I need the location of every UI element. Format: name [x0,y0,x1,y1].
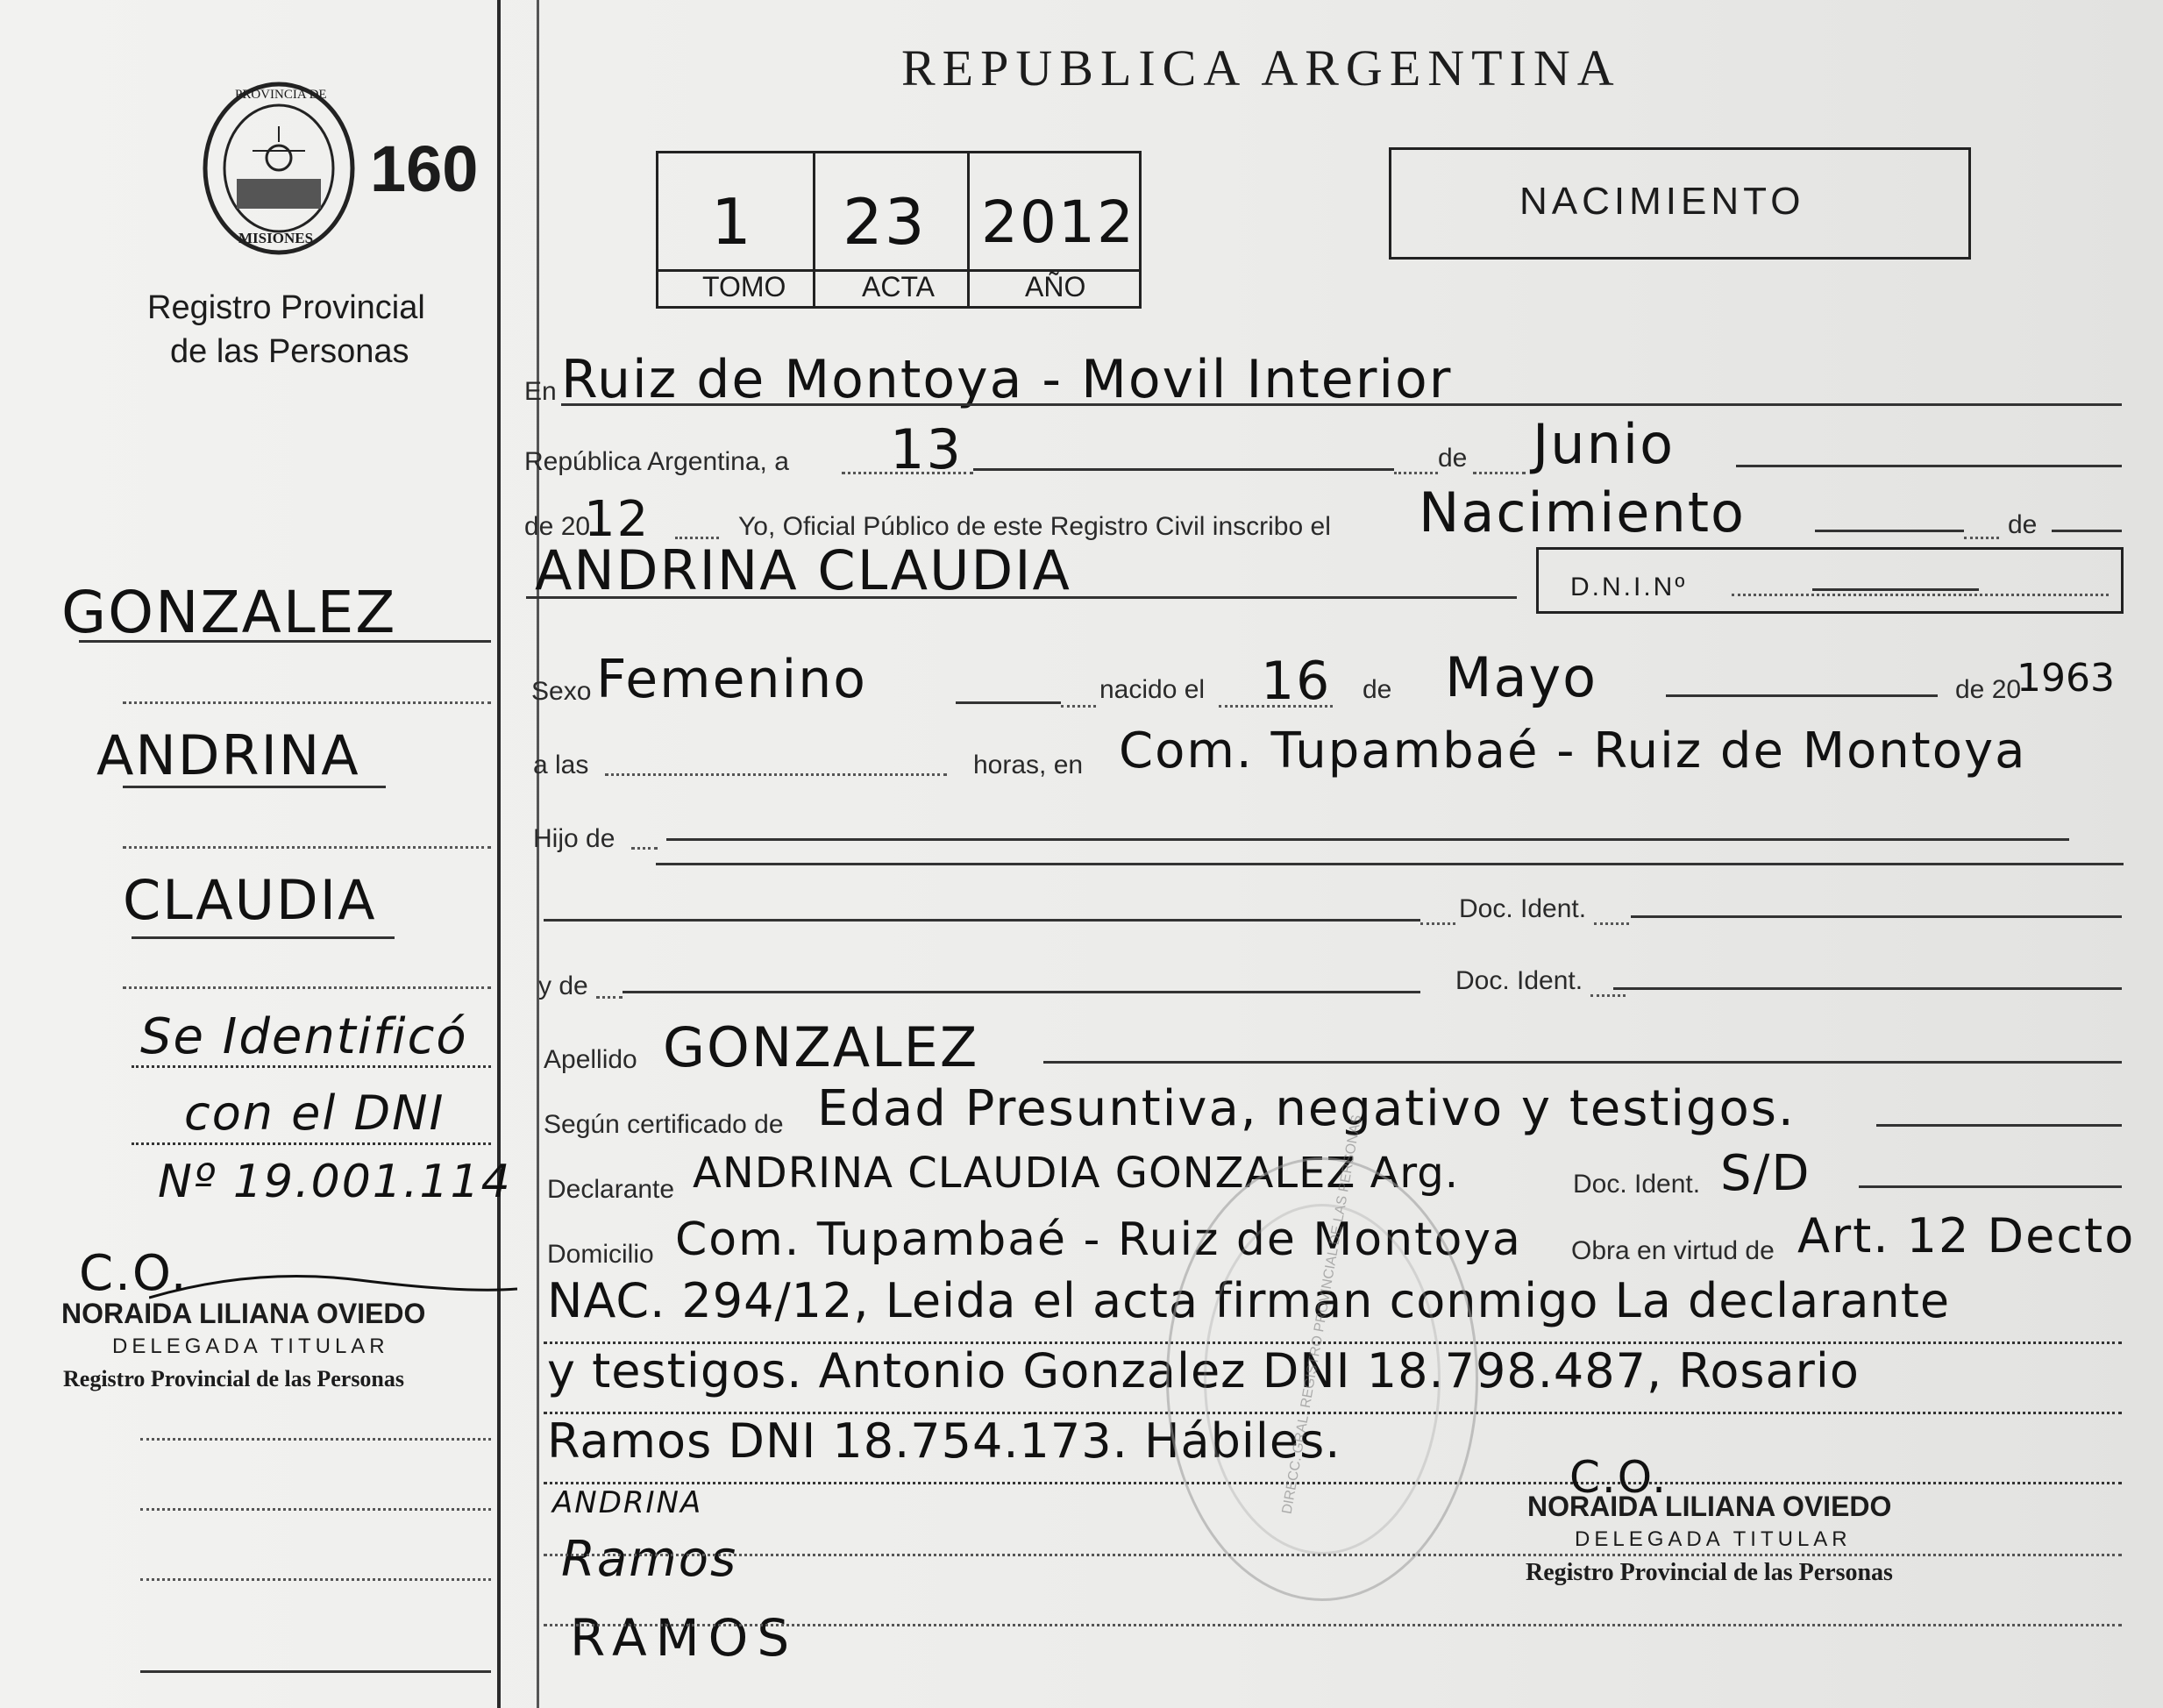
parent1-dots [1420,922,1455,925]
signature-rule-2 [544,1624,2122,1626]
acta-value: 23 [843,185,927,259]
acta-label: ACTA [862,271,935,302]
sexo-rule [956,701,1061,704]
record-number-box [656,151,1142,309]
signature-ramos-cursive: Ramos [561,1531,738,1588]
sidebar-officer-initials: C.O. [79,1245,189,1302]
sidebar-note-line1: Se Identificó [140,1008,468,1065]
emblem-text-bottom: MISIONES [238,230,314,246]
page-number: 160 [370,132,479,205]
birth-month-rule [1666,694,1938,697]
domicilio-value: Com. Tupambaé - Ruiz de Montoya [675,1213,1522,1266]
month-dots [1473,472,1526,474]
obra-value: Art. 12 Decto [1797,1208,2136,1263]
en-label: En [524,377,557,406]
left-margin-rule [497,0,501,1708]
sexo-value: Femenino [596,649,867,710]
declarante-label: Declarante [547,1175,675,1204]
certificado-rule [1876,1124,2122,1127]
hijo-rule [666,838,2069,841]
seal-text: DIRECC. GRAL. REGISTRO PROVINCIAL DE LAS PERSONAS [1279,1114,1365,1516]
sidebar-note-rule1 [132,1065,491,1068]
dni-dots [1732,594,2109,596]
year-prefix-label: de 20 [524,512,591,541]
de-label: de [1438,444,1468,473]
signature-andrina: ANDRINA [552,1485,703,1520]
apellido-label: Apellido [544,1045,637,1074]
record-type-box [1389,147,1971,260]
hijo-label: Hijo de [533,824,615,853]
sidebar-surname-rule [79,640,491,643]
country-title: REPUBLICA ARGENTINA [901,39,1621,96]
nacido-label: nacido el [1099,675,1206,704]
a-las-label: a las [533,751,589,779]
sidebar-rule-3 [123,986,491,989]
text-line-1: NAC. 294/12, Leida el acta firman conmigo La declarante [547,1273,1951,1328]
doc-ident-rule-2 [1613,987,2122,990]
de-rule-2 [2052,530,2122,532]
y-de-rule [623,991,1420,993]
sidebar-first-name: ANDRINA [96,723,360,787]
sidebar-bottom-rule [140,1670,491,1673]
domicilio-label: Domicilio [547,1240,654,1269]
sidebar-first-name-rule [123,786,386,788]
day-dots-2 [1394,472,1438,474]
year-suffix: 12 [584,491,651,548]
sidebar-rule-4 [140,1438,491,1441]
sidebar-stamp-name: NORAIDA LILIANA OVIEDO [61,1298,426,1329]
declarante-value: ANDRINA CLAUDIA GONZALEZ Arg. [693,1149,1460,1198]
y-de-label: y de [538,971,588,1000]
sidebar-rule-2 [123,846,491,849]
text-line-2: y testigos. Antonio Gonzalez DNI 18.798.487, Rosario [547,1343,1860,1398]
sidebar-rule-6 [140,1578,491,1581]
sidebar-note-line3: Nº 19.001.114 [158,1156,512,1208]
republica-label: República Argentina, a [524,447,789,476]
apellido-value: GONZALEZ [663,1015,979,1079]
sidebar-second-name-rule [132,936,395,939]
day-rule [973,468,1394,471]
de-label-2: de [2008,510,2038,539]
official-seal [1166,1114,1478,1601]
month-rule [1736,465,2122,467]
person-name-rule [526,596,1517,599]
hijo-rule-2 [656,863,2124,865]
doc-ident-label-2: Doc. Ident. [1455,966,1583,995]
text-line-3: Ramos DNI 18.754.173. Hábiles. [547,1413,1341,1469]
doc-ident-label-1: Doc. Ident. [1459,894,1587,923]
act-type-dots [1964,537,1999,539]
registry-name-line1: Registro Provincial [147,289,425,326]
place-rule [561,403,2122,406]
dni-box [1536,547,2124,614]
a-las-dots [605,773,947,776]
birth-year-value: 1963 [2017,656,2115,701]
birth-day-value: 16 [1261,651,1332,712]
signature-ramos-print: RAMOS [570,1608,799,1668]
sidebar-rule-1 [123,701,491,704]
declarante-doc-value: S/D [1720,1145,1811,1202]
doc-ident-dots-1 [1594,922,1629,925]
obra-label: Obra en virtud de [1571,1236,1775,1265]
dni-dash [1812,588,1979,591]
place-value: Ruiz de Montoya - Movil Interior [561,349,1453,410]
apellido-rule [1043,1061,2122,1064]
tomo-label: TOMO [702,271,786,302]
inscribe-label: Yo, Oficial Público de este Registro Civil inscribo el [738,512,1331,541]
sidebar-second-name: CLAUDIA [123,868,377,932]
officer-initials: C.O. [1569,1452,1668,1503]
officer-stamp-office: Registro Provincial de las Personas [1526,1559,1893,1586]
doc-ident-rule-1 [1631,915,2122,918]
horas-label: horas, en [973,751,1084,779]
doc-ident-label-3: Doc. Ident. [1573,1170,1701,1199]
sidebar-stamp-title: DELEGADA TITULAR [112,1334,389,1358]
record-type: NACIMIENTO [1519,180,1805,223]
person-name-value: ANDRINA CLAUDIA [535,538,1071,602]
birth-month-value: Mayo [1445,645,1598,709]
sidebar-surname: GONZALEZ [61,579,397,646]
sidebar-note-rule2 [132,1142,491,1145]
dni-label: D.N.I.Nº [1570,573,1688,601]
anio-label: AÑO [1025,271,1086,302]
officer-stamp-title: DELEGADA TITULAR [1575,1527,1852,1551]
certificado-label: Según certificado de [544,1110,784,1139]
declarante-doc-rule [1859,1185,2122,1188]
registry-name-line2: de las Personas [170,333,409,370]
tomo-value: 1 [711,185,753,259]
sexo-dots [1061,705,1096,708]
emblem-text-top: PROVINCIA DE [235,88,327,102]
sexo-label: Sexo [531,677,592,706]
sidebar-stamp-office: Registro Provincial de las Personas [63,1366,405,1391]
act-type-rule [1815,530,1964,532]
right-margin-rule [537,0,539,1708]
doc-ident-dots-2 [1590,994,1626,997]
anio-value: 2012 [981,189,1135,256]
y-de-dots [596,996,623,999]
birth-place-value: Com. Tupambaé - Ruiz de Montoya [1119,722,2027,779]
parent1-rule [544,919,1420,922]
de-label-3: de [1363,675,1392,704]
day-value: 13 [890,417,963,481]
month-value: Junio [1533,412,1676,476]
officer-stamp-name: NORAIDA LILIANA OVIEDO [1527,1491,1892,1522]
birth-year-label: de 20 [1955,675,2022,704]
sidebar-note-line2: con el DNI [184,1085,445,1141]
signature-rule [544,1554,2122,1556]
act-type-value: Nacimiento [1419,480,1746,544]
hijo-dots [631,847,658,850]
sidebar-rule-5 [140,1508,491,1511]
certificado-value: Edad Presuntiva, negativo y testigos. [817,1080,1796,1137]
